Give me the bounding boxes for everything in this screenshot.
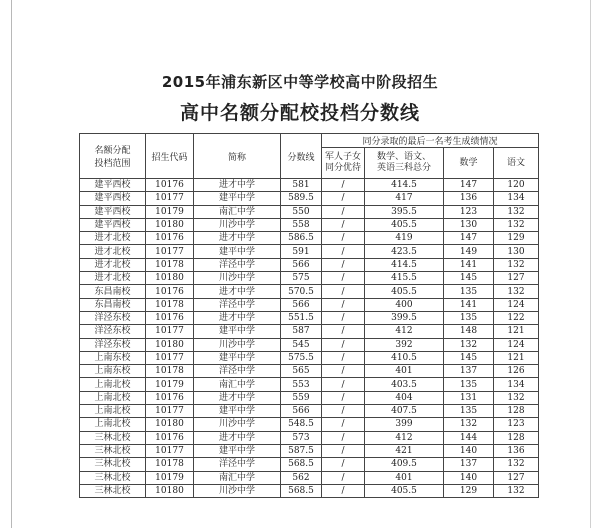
cell-score: 586.5 [281,232,322,245]
cell-name: 洋泾中学 [194,298,281,311]
cell-math: 147 [444,179,494,192]
cell-score: 587 [281,325,322,338]
cell-total: 404 [365,391,444,404]
table-row [80,179,539,192]
cell-name: 南汇中学 [194,471,281,484]
cell-total: 423.5 [365,245,444,258]
cell-chinese: 123 [494,418,539,431]
cell-code: 10179 [146,378,194,391]
cell-area: 建平西校 [80,205,146,218]
table-row [80,458,539,471]
cell-math: 135 [444,405,494,418]
cell-name: 川沙中学 [194,418,281,431]
cell-math: 135 [444,378,494,391]
cell-name: 建平中学 [194,325,281,338]
cell-total: 415.5 [365,272,444,285]
cell-code: 10177 [146,351,194,364]
cell-total: 399.5 [365,311,444,324]
cell-name: 洋泾中学 [194,258,281,271]
cell-name: 建平中学 [194,405,281,418]
table-row [80,192,539,205]
cell-name: 南汇中学 [194,378,281,391]
cell-area: 上南北校 [80,378,146,391]
cell-code: 10176 [146,391,194,404]
cell-math: 137 [444,458,494,471]
cell-military: / [322,298,365,311]
cell-total: 412 [365,431,444,444]
cell-chinese: 128 [494,405,539,418]
score-table [79,133,539,498]
cell-code: 10178 [146,298,194,311]
cell-score: 570.5 [281,285,322,298]
cell-code: 10177 [146,192,194,205]
cell-math: 147 [444,232,494,245]
table-row [80,272,539,285]
cell-chinese: 132 [494,258,539,271]
cell-chinese: 132 [494,458,539,471]
cell-code: 10180 [146,484,194,497]
cell-area: 进才北校 [80,245,146,258]
cell-military: / [322,192,365,205]
cell-total: 401 [365,471,444,484]
cell-score: 551.5 [281,311,322,324]
cell-area: 东昌南校 [80,285,146,298]
document-title: 2015年浦东新区中等学校高中阶段招生 [161,73,439,91]
cell-score: 553 [281,378,322,391]
cell-chinese: 124 [494,338,539,351]
cell-score: 573 [281,431,322,444]
cell-military: / [322,365,365,378]
cell-math: 123 [444,205,494,218]
header-area: 名额分配 投档范围 [80,134,146,179]
cell-military: / [322,444,365,457]
table-row [80,365,539,378]
cell-score: 562 [281,471,322,484]
cell-chinese: 132 [494,484,539,497]
cell-score: 566 [281,298,322,311]
cell-chinese: 134 [494,192,539,205]
cell-total: 414.5 [365,258,444,271]
cell-total: 400 [365,298,444,311]
cell-military: / [322,232,365,245]
cell-chinese: 121 [494,325,539,338]
cell-military: / [322,458,365,471]
table-row [80,218,539,231]
table-row [80,245,539,258]
cell-math: 145 [444,351,494,364]
cell-military: / [322,218,365,231]
cell-score: 589.5 [281,192,322,205]
header-math: 数学 [444,148,494,179]
cell-math: 137 [444,365,494,378]
cell-math: 135 [444,311,494,324]
cell-area: 洋泾东校 [80,338,146,351]
cell-code: 10179 [146,471,194,484]
cell-math: 149 [444,245,494,258]
cell-score: 568.5 [281,458,322,471]
table-row [80,484,539,497]
cell-code: 10180 [146,272,194,285]
cell-chinese: 120 [494,179,539,192]
cell-area: 建平西校 [80,192,146,205]
cell-area: 上南北校 [80,405,146,418]
cell-area: 东昌南校 [80,298,146,311]
cell-chinese: 130 [494,245,539,258]
cell-total: 417 [365,192,444,205]
cell-total: 392 [365,338,444,351]
cell-military: / [322,431,365,444]
cell-area: 进才北校 [80,232,146,245]
cell-total: 412 [365,325,444,338]
cell-score: 550 [281,205,322,218]
cell-area: 上南北校 [80,391,146,404]
cell-total: 414.5 [365,179,444,192]
table-body [80,179,539,498]
cell-math: 145 [444,272,494,285]
cell-code: 10178 [146,258,194,271]
cell-military: / [322,418,365,431]
cell-score: 548.5 [281,418,322,431]
cell-score: 559 [281,391,322,404]
cell-math: 130 [444,218,494,231]
cell-chinese: 132 [494,285,539,298]
cell-total: 407.5 [365,405,444,418]
cell-military: / [322,484,365,497]
cell-area: 建平西校 [80,179,146,192]
cell-math: 135 [444,285,494,298]
cell-military: / [322,258,365,271]
cell-total: 405.5 [365,285,444,298]
cell-math: 148 [444,325,494,338]
cell-name: 洋泾中学 [194,365,281,378]
cell-math: 136 [444,192,494,205]
cell-chinese: 132 [494,205,539,218]
cell-name: 建平中学 [194,192,281,205]
cell-military: / [322,179,365,192]
cell-name: 洋泾中学 [194,458,281,471]
cell-total: 405.5 [365,218,444,231]
cell-area: 三林北校 [80,458,146,471]
cell-score: 587.5 [281,444,322,457]
table-row [80,444,539,457]
cell-math: 131 [444,391,494,404]
cell-military: / [322,378,365,391]
cell-area: 洋泾东校 [80,325,146,338]
table-row [80,471,539,484]
cell-code: 10176 [146,179,194,192]
cell-name: 川沙中学 [194,484,281,497]
cell-total: 401 [365,365,444,378]
cell-military: / [322,205,365,218]
header-score-line: 分数线 [281,134,322,179]
cell-code: 10176 [146,311,194,324]
document-subtitle: 高中名额分配校投档分数线 [179,102,420,124]
cell-chinese: 136 [494,444,539,457]
table-row [80,405,539,418]
cell-total: 399 [365,418,444,431]
table-row [80,258,539,271]
cell-math: 141 [444,298,494,311]
cell-score: 575 [281,272,322,285]
cell-chinese: 127 [494,471,539,484]
cell-name: 进才中学 [194,311,281,324]
cell-score: 581 [281,179,322,192]
header-military: 军人子女 同分优待 [322,148,365,179]
table-row [80,205,539,218]
table-row [80,418,539,431]
table-row [80,325,539,338]
cell-code: 10176 [146,232,194,245]
cell-name: 川沙中学 [194,218,281,231]
cell-area: 建平西校 [80,218,146,231]
cell-chinese: 132 [494,391,539,404]
table-row [80,285,539,298]
cell-score: 575.5 [281,351,322,364]
cell-name: 进才中学 [194,431,281,444]
cell-name: 建平中学 [194,351,281,364]
cell-name: 进才中学 [194,232,281,245]
cell-area: 上南北校 [80,418,146,431]
cell-code: 10180 [146,418,194,431]
cell-area: 三林北校 [80,471,146,484]
cell-total: 419 [365,232,444,245]
cell-name: 川沙中学 [194,272,281,285]
cell-chinese: 127 [494,272,539,285]
cell-score: 568.5 [281,484,322,497]
cell-chinese: 128 [494,431,539,444]
cell-name: 进才中学 [194,285,281,298]
cell-area: 进才北校 [80,272,146,285]
cell-name: 南汇中学 [194,205,281,218]
cell-chinese: 121 [494,351,539,364]
cell-code: 10177 [146,245,194,258]
cell-math: 141 [444,258,494,271]
cell-score: 558 [281,218,322,231]
cell-code: 10178 [146,458,194,471]
cell-total: 421 [365,444,444,457]
cell-score: 565 [281,365,322,378]
cell-military: / [322,325,365,338]
cell-name: 川沙中学 [194,338,281,351]
cell-military: / [322,405,365,418]
table-row [80,391,539,404]
header-total: 数学、语文、 英语三科总分 [365,148,444,179]
cell-total: 403.5 [365,378,444,391]
cell-area: 上南东校 [80,351,146,364]
table-row [80,378,539,391]
cell-code: 10176 [146,285,194,298]
cell-military: / [322,272,365,285]
cell-math: 140 [444,444,494,457]
cell-area: 三林北校 [80,484,146,497]
cell-chinese: 132 [494,218,539,231]
cell-math: 140 [444,471,494,484]
cell-code: 10180 [146,338,194,351]
header-tie-break-group: 同分录取的最后一名考生成绩情况 [322,134,539,148]
cell-total: 410.5 [365,351,444,364]
cell-chinese: 134 [494,378,539,391]
cell-math: 132 [444,418,494,431]
cell-chinese: 129 [494,232,539,245]
cell-score: 566 [281,258,322,271]
cell-total: 405.5 [365,484,444,497]
cell-code: 10178 [146,365,194,378]
table-row [80,232,539,245]
cell-area: 三林北校 [80,444,146,457]
header-chinese: 语文 [494,148,539,179]
cell-score: 545 [281,338,322,351]
header-code: 招生代码 [146,134,194,179]
cell-total: 395.5 [365,205,444,218]
cell-chinese: 124 [494,298,539,311]
cell-name: 进才中学 [194,391,281,404]
cell-name: 建平中学 [194,444,281,457]
cell-area: 三林北校 [80,431,146,444]
cell-math: 144 [444,431,494,444]
cell-area: 上南东校 [80,365,146,378]
cell-score: 566 [281,405,322,418]
cell-chinese: 122 [494,311,539,324]
table-row [80,298,539,311]
cell-military: / [322,338,365,351]
cell-military: / [322,311,365,324]
cell-military: / [322,245,365,258]
cell-math: 132 [444,338,494,351]
cell-math: 129 [444,484,494,497]
cell-area: 进才北校 [80,258,146,271]
cell-total: 409.5 [365,458,444,471]
cell-military: / [322,471,365,484]
table-row [80,431,539,444]
cell-score: 591 [281,245,322,258]
cell-code: 10179 [146,205,194,218]
cell-chinese: 126 [494,365,539,378]
cell-name: 建平中学 [194,245,281,258]
cell-military: / [322,285,365,298]
table-row [80,311,539,324]
table-row [80,351,539,364]
cell-military: / [322,351,365,364]
table-row [80,338,539,351]
cell-military: / [322,391,365,404]
cell-code: 10177 [146,444,194,457]
cell-area: 洋泾东校 [80,311,146,324]
cell-code: 10177 [146,405,194,418]
cell-code: 10176 [146,431,194,444]
cell-code: 10180 [146,218,194,231]
header-short-name: 简称 [194,134,281,179]
cell-name: 进才中学 [194,179,281,192]
cell-code: 10177 [146,325,194,338]
